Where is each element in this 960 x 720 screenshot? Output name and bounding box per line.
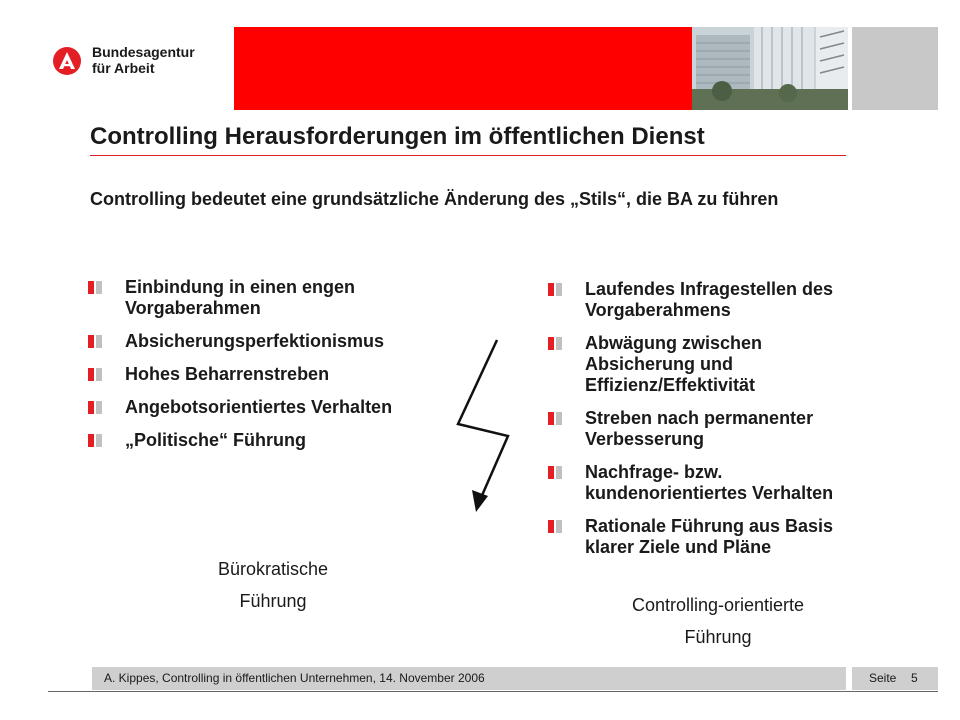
list-item: Absicherungsperfektionismus — [88, 331, 448, 352]
header-gray-box — [852, 27, 938, 110]
list-item: Laufendes Infragestellen des Vorgaberahmens — [548, 279, 908, 321]
footer-divider — [48, 691, 938, 692]
ba-logo — [52, 44, 195, 76]
list-item: Abwägung zwischen Absicherung und Effizienz/Effektivität — [548, 333, 908, 396]
lightning-arrow-icon — [450, 330, 530, 520]
bullet-icon — [548, 283, 562, 296]
bullet-icon — [548, 466, 562, 479]
logo-line1: Bundesagentur — [92, 44, 195, 60]
controlling-caption: Controlling-orientierte Führung — [631, 595, 805, 647]
bullet-icon — [88, 401, 102, 414]
bullet-icon — [548, 520, 562, 533]
list-item: Einbindung in einen engen Vorgaberahmen — [88, 277, 448, 319]
page-label: Seite — [869, 671, 897, 685]
list-item: Rationale Führung aus Basis klarer Ziele und Pläne — [548, 516, 908, 558]
subtitle: Controlling bedeutet eine grundsätzliche Änderung des „Stils“, die BA zu führen — [90, 189, 779, 209]
list-item: Angebotsorientiertes Verhalten — [88, 397, 448, 418]
page-title: Controlling Herausforderungen im öffentlichen Dienst — [90, 123, 705, 150]
page-number: 5 — [911, 671, 918, 685]
footer-text: A. Kippes, Controlling in öffentlichen Unternehmen, 14. November 2006 — [104, 671, 485, 685]
bureaucratic-caption: Bürokratische Führung — [217, 559, 329, 611]
list-item: Streben nach permanenter Verbesserung — [548, 408, 908, 450]
list-item: Hohes Beharrenstreben — [88, 364, 448, 385]
bullet-icon — [88, 281, 102, 294]
list-item: „Politische“ Führung — [88, 430, 448, 451]
bullet-icon — [548, 412, 562, 425]
bullet-icon — [88, 335, 102, 348]
bullet-icon — [548, 337, 562, 350]
building-photo — [692, 27, 848, 110]
bullet-icon — [88, 434, 102, 447]
header-red-band — [234, 27, 692, 110]
title-underline — [90, 155, 846, 156]
controlling-list — [548, 279, 908, 570]
logo-text — [92, 44, 195, 76]
bureaucratic-list — [88, 277, 448, 463]
ba-logo-icon — [52, 46, 82, 76]
bullet-icon — [88, 368, 102, 381]
logo-line2: für Arbeit — [92, 60, 155, 76]
list-item: Nachfrage- bzw. kundenorientiertes Verhalten — [548, 462, 908, 504]
building-photo-graphic — [692, 27, 848, 110]
